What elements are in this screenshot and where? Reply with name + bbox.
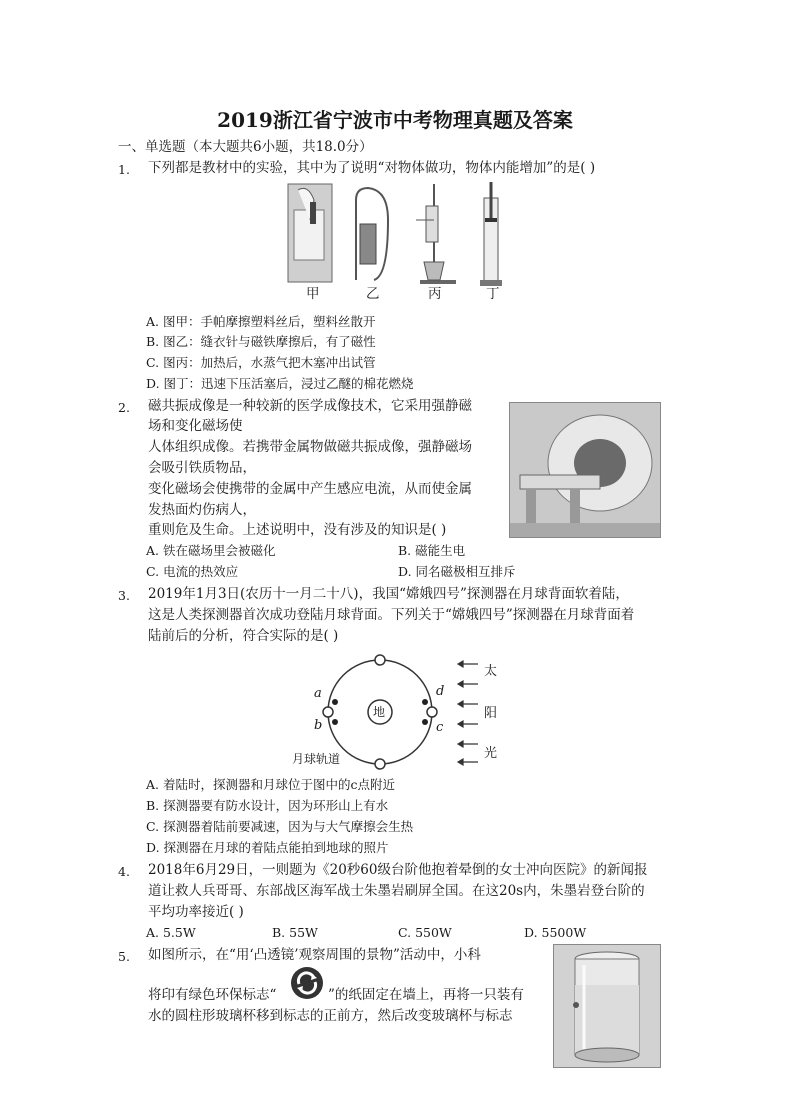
recycle-drawing: [290, 966, 324, 1000]
question-number: 4.: [118, 864, 130, 879]
question-stem: 下列都是教材中的实验，其中为了说明“对物体做功，物体内能增加”的是( ): [148, 160, 596, 176]
question-line: 道让救人兵哥哥、东部战区海军战士朱墨岩刷屏全国。在这20s内，朱墨岩登台阶的: [148, 883, 645, 899]
question-number: 1.: [118, 162, 130, 177]
point-a-label: a: [314, 686, 322, 701]
option-a[interactable]: A. 图甲：手帕摩擦塑料丝后，塑料丝散开: [146, 314, 376, 329]
point-b-label: b: [314, 718, 323, 733]
option-d[interactable]: D. 探测器在月球的着陆点能拍到地球的照片: [146, 840, 389, 855]
glass-photo: [553, 944, 661, 1068]
figure-label-bing: 丙: [428, 286, 442, 302]
question-number: 2.: [118, 400, 130, 415]
question-line: 平均功率接近( ): [148, 904, 244, 920]
sunlight-label-3: 光: [484, 746, 498, 761]
question-line: ”的纸固定在墙上，再将一只装有: [328, 987, 524, 1003]
orbit-label: 月球轨道: [292, 752, 341, 766]
moon-orbit-figure: [292, 646, 512, 772]
question-line: 水的圆柱形玻璃杯移到标志的正前方，然后改变玻璃杯与标志: [148, 1008, 513, 1024]
recycle-icon: [290, 966, 324, 1000]
figure-label-yi: 乙: [366, 286, 380, 302]
experiment-figure: [284, 180, 510, 306]
question-number: 5.: [118, 949, 130, 964]
page-title: 2019浙江省宁波市中考物理真题及答案: [217, 108, 573, 132]
option-c[interactable]: C. 550W: [398, 925, 452, 940]
question-number: 3.: [118, 588, 130, 603]
question-line: 将印有绿色环保标志“: [148, 987, 277, 1003]
earth-label: 地: [373, 705, 386, 719]
option-a[interactable]: A. 5.5W: [146, 925, 196, 940]
figure-label-jia: 甲: [306, 286, 320, 302]
option-c[interactable]: C. 探测器着陆前要减速，因为与大气摩擦会生热: [146, 819, 414, 834]
option-a[interactable]: A. 铁在磁场里会被磁化: [146, 543, 276, 558]
figure-label-ding: 丁: [486, 286, 500, 302]
option-d[interactable]: D. 同名磁极相互排斥: [398, 564, 516, 579]
question-line: 会吸引铁质物品，: [148, 460, 256, 476]
option-b[interactable]: B. 磁能生电: [398, 543, 466, 558]
question-line: 场和变化磁场使: [148, 418, 243, 434]
option-c[interactable]: C. 电流的热效应: [146, 564, 239, 579]
mri-photo: [509, 402, 661, 538]
question-line: 这是人类探测器首次成功登陆月球背面。下列关于“嫦娥四号”探测器在月球背面着: [148, 607, 635, 623]
point-d-label: d: [436, 684, 445, 699]
section-heading: 一、单选题（本大题共6小题，共18.0分）: [118, 139, 373, 155]
question-line: 重则危及生命。上述说明中，没有涉及的知识是( ): [148, 522, 447, 538]
option-a[interactable]: A. 着陆时，探测器和月球位于图中的c点附近: [146, 777, 395, 792]
mri-drawing: [510, 403, 660, 537]
point-c-label: c: [436, 720, 444, 735]
option-b[interactable]: B. 55W: [272, 925, 318, 940]
option-d[interactable]: D. 5500W: [524, 925, 587, 940]
question-line: 磁共振成像是一种较新的医学成像技术，它采用强静磁: [148, 398, 472, 414]
question-line: 2018年6月29日，一则题为《20秒60级台阶他抱着晕倒的女士冲向医院》的新闻报: [148, 862, 648, 878]
question-line: 2019年1月3日(农历十一月二十八)，我国“嫦娥四号”探测器在月球背面软着陆，: [148, 586, 629, 602]
option-d[interactable]: D. 图丁：迅速下压活塞后，浸过乙醚的棉花燃烧: [146, 376, 414, 391]
option-b[interactable]: B. 探测器要有防水设计，因为环形山上有水: [146, 798, 389, 813]
question-line: 变化磁场会使携带的金属中产生感应电流，从而使金属: [148, 481, 472, 497]
question-line: 如图所示，在“用‘凸透镜’观察周围的景物”活动中，小科: [148, 947, 481, 963]
option-c[interactable]: C. 图丙：加热后，水蒸气把木塞冲出试管: [146, 355, 376, 370]
question-line: 陆前后的分析，符合实际的是( ): [148, 628, 339, 644]
option-b[interactable]: B. 图乙：缝衣针与磁铁摩擦后，有了磁性: [146, 334, 376, 349]
question-line: 人体组织成像。若携带金属物做磁共振成像，强静磁场: [148, 439, 472, 455]
sunlight-label-2: 阳: [484, 706, 498, 721]
sunlight-label-1: 太: [484, 664, 498, 679]
question-line: 发热面灼伤病人，: [148, 502, 256, 518]
glass-drawing: [554, 945, 660, 1067]
